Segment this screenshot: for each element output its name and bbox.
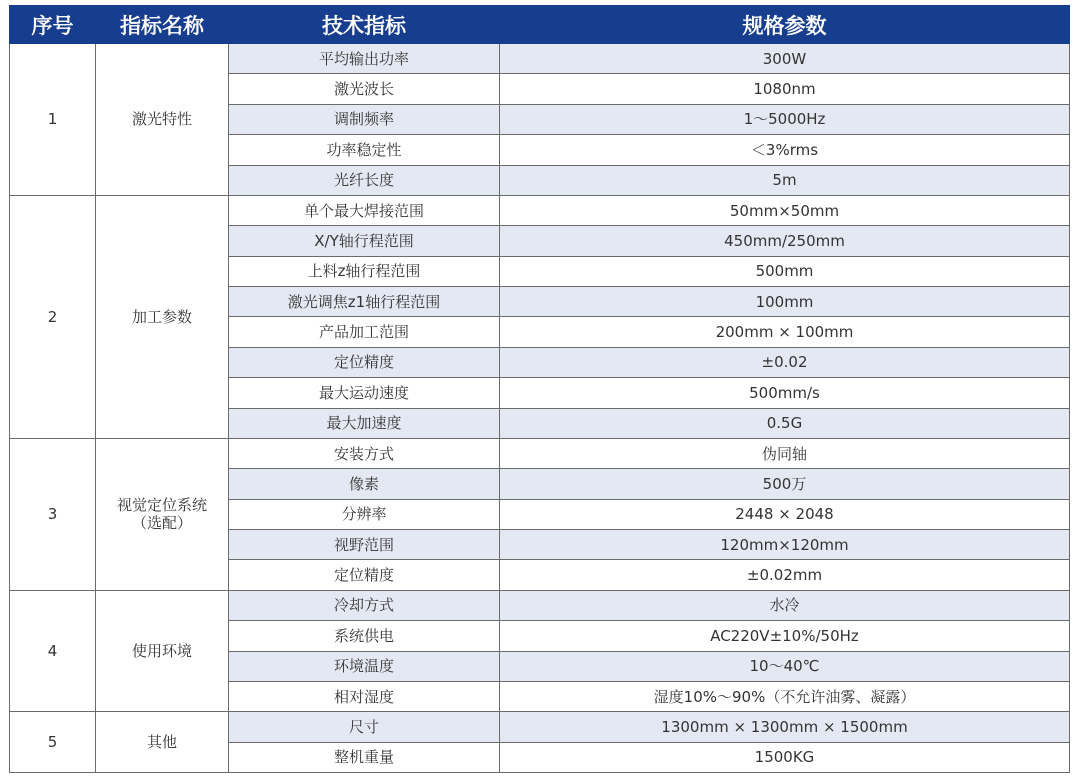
spec-item: 平均输出功率 xyxy=(229,44,500,74)
spec-item: 调制频率 xyxy=(229,104,500,134)
spec-item: 安装方式 xyxy=(229,438,500,468)
spec-item: 单个最大焊接范围 xyxy=(229,195,500,225)
spec-item: 激光调焦z1轴行程范围 xyxy=(229,287,500,317)
spec-table-body xyxy=(10,44,1070,773)
spec-value: 500mm xyxy=(500,256,1070,286)
group-category-label: 其他 xyxy=(146,733,177,752)
spec-value: ±0.02 xyxy=(500,347,1070,377)
header-item: 技术指标 xyxy=(229,6,500,44)
group-category xyxy=(96,195,229,438)
spec-value: 300W xyxy=(500,44,1070,74)
spec-item: 最大加速度 xyxy=(229,408,500,438)
spec-item: 激光波长 xyxy=(229,74,500,104)
header-value: 规格参数 xyxy=(500,6,1070,44)
spec-value: 10～40℃ xyxy=(500,651,1070,681)
spec-value: 1500KG xyxy=(500,742,1070,772)
spec-value: 1080nm xyxy=(500,74,1070,104)
spec-item: X/Y轴行程范围 xyxy=(229,226,500,256)
table-row xyxy=(10,195,1070,225)
group-index: 3 xyxy=(10,438,96,590)
spec-value: AC220V±10%/50Hz xyxy=(500,621,1070,651)
spec-value: 伪同轴 xyxy=(500,438,1070,468)
spec-value: 水冷 xyxy=(500,590,1070,620)
group-category-note: （选配） xyxy=(131,514,192,533)
spec-value: ±0.02mm xyxy=(500,560,1070,590)
spec-value: 1300mm × 1300mm × 1500mm xyxy=(500,712,1070,742)
spec-item: 冷却方式 xyxy=(229,590,500,620)
spec-value: 450mm/250mm xyxy=(500,226,1070,256)
group-category xyxy=(96,712,229,773)
group-category-label: 视觉定位系统 xyxy=(116,496,207,515)
spec-item: 最大运动速度 xyxy=(229,378,500,408)
spec-value: 50mm×50mm xyxy=(500,195,1070,225)
group-index: 5 xyxy=(10,712,96,773)
table-header-row xyxy=(10,6,1070,44)
header-index: 序号 xyxy=(10,6,96,44)
spec-item: 像素 xyxy=(229,469,500,499)
header-category: 指标名称 xyxy=(96,6,229,44)
spec-item: 定位精度 xyxy=(229,560,500,590)
spec-item: 分辨率 xyxy=(229,499,500,529)
group-category xyxy=(96,44,229,196)
spec-value: 100mm xyxy=(500,287,1070,317)
spec-value: ＜3%rms xyxy=(500,135,1070,165)
spec-item: 环境温度 xyxy=(229,651,500,681)
spec-item: 整机重量 xyxy=(229,742,500,772)
group-category xyxy=(96,438,229,590)
spec-item: 定位精度 xyxy=(229,347,500,377)
group-index: 2 xyxy=(10,195,96,438)
spec-item: 光纤长度 xyxy=(229,165,500,195)
group-category-label: 加工参数 xyxy=(131,307,192,326)
table-row xyxy=(10,590,1070,620)
group-index: 4 xyxy=(10,590,96,712)
spec-value: 500万 xyxy=(500,469,1070,499)
spec-table xyxy=(9,5,1070,773)
spec-value: 120mm×120mm xyxy=(500,530,1070,560)
spec-item: 上料z轴行程范围 xyxy=(229,256,500,286)
table-row xyxy=(10,44,1070,74)
spec-item: 功率稳定性 xyxy=(229,135,500,165)
spec-item: 尺寸 xyxy=(229,712,500,742)
spec-item: 产品加工范围 xyxy=(229,317,500,347)
spec-value: 0.5G xyxy=(500,408,1070,438)
table-row xyxy=(10,438,1070,468)
group-category-label: 使用环境 xyxy=(131,642,192,660)
spec-value: 湿度10%～90%（不允许油雾、凝露） xyxy=(500,681,1070,711)
spec-value: 500mm/s xyxy=(500,378,1070,408)
group-category xyxy=(96,590,229,712)
spec-item: 相对湿度 xyxy=(229,681,500,711)
spec-value: 5m xyxy=(500,165,1070,195)
spec-value: 200mm × 100mm xyxy=(500,317,1070,347)
spec-value: 1～5000Hz xyxy=(500,104,1070,134)
spec-item: 视野范围 xyxy=(229,530,500,560)
group-category-label: 激光特性 xyxy=(131,110,192,129)
group-index: 1 xyxy=(10,44,96,196)
spec-value: 2448 × 2048 xyxy=(500,499,1070,529)
spec-item: 系统供电 xyxy=(229,621,500,651)
table-row xyxy=(10,712,1070,742)
